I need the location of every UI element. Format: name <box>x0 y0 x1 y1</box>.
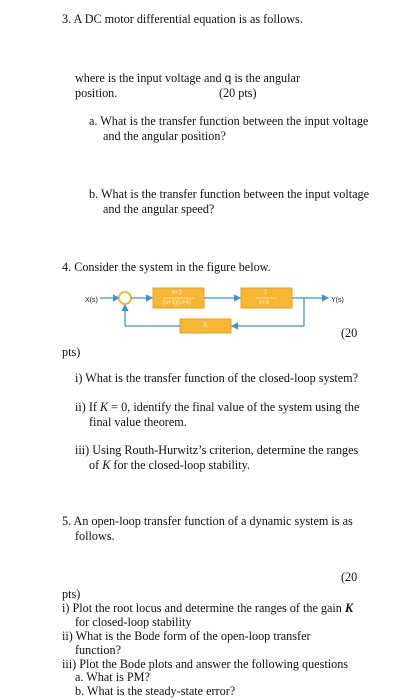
q3-b-line1: b. What is the transfer function between the input voltage <box>89 187 370 201</box>
q4-part-i: i) What is the transfer function of the closed-loop system? <box>75 371 359 385</box>
q3-where-prefix: where is the input voltage and <box>75 71 225 85</box>
block1-denominator: (s+1)(s+4) <box>163 300 191 306</box>
q3-heading: 3. A DC motor differential equation is as follows. <box>62 12 303 26</box>
q5-points-close: pts) <box>62 587 81 601</box>
q4-iii-k: K <box>102 458 111 472</box>
q5-part-ii-line1: ii) What is the Bode form of the open-loop transfer <box>62 629 311 643</box>
q5-heading-line2: follows. <box>75 529 115 543</box>
q3-where-symbol: q <box>224 71 232 85</box>
q4-part-ii-line1 <box>75 400 359 415</box>
q3-a-line2: and the angular position? <box>103 129 226 143</box>
q4-iii-prefix: of <box>89 458 103 472</box>
q5-part-iii-b: b. What is the steady-state error? <box>75 684 236 698</box>
q3-b-line2: and the angular speed? <box>103 202 215 216</box>
summing-junction <box>119 292 131 304</box>
q3-position: position. <box>75 86 118 100</box>
output-label: Y(s) <box>331 297 344 304</box>
input-label: X(s) <box>85 297 98 304</box>
q5-part-ii-line2: function? <box>75 643 122 657</box>
q4-ii-prefix: ii) If <box>75 400 101 414</box>
q3-where-suffix: is the angular <box>231 71 301 85</box>
q4-part-iii-line2 <box>89 458 250 473</box>
q4-points-open: (20 <box>341 326 358 340</box>
q4-ii-suffix: = 0, identify the final value of the system using the <box>108 400 360 414</box>
block1-numerator: s+2 <box>172 290 182 296</box>
q4-ii-k: K <box>100 400 109 414</box>
q4-part-ii-line2: final value theorem. <box>89 415 187 429</box>
q4-part-iii-line1: iii) Using Routh-Hurwitz’s criterion, determine the ranges <box>75 443 359 457</box>
q4-iii-suffix: for the closed-loop stability. <box>110 458 251 472</box>
block2-denominator: s+3 <box>259 300 269 306</box>
q5-part-i-line2: for closed-loop stability <box>75 615 192 629</box>
q5-part-i-line1 <box>62 601 353 616</box>
q4-heading: 4. Consider the system in the figure below. <box>62 260 271 274</box>
q5-part-iii-line1: iii) Plot the Bode plots and answer the following questions <box>62 657 349 671</box>
q5-part-iii-a: a. What is PM? <box>75 670 150 684</box>
q4-points-close: pts) <box>62 345 81 359</box>
q3-points: (20 pts) <box>219 86 257 100</box>
q3-a-line1: a. What is the transfer function between the input voltage <box>89 114 369 128</box>
q5-heading-line1: 5. An open-loop transfer function of a dynamic system is as <box>62 514 353 528</box>
q5-i-k: K <box>344 601 354 615</box>
q5-points-open: (20 <box>341 570 358 584</box>
block2-numerator: 1 <box>264 290 268 296</box>
q5-i-text: i) Plot the root locus and determine the ranges of the gain <box>62 601 345 615</box>
feedback-gain-label: K <box>203 322 208 329</box>
